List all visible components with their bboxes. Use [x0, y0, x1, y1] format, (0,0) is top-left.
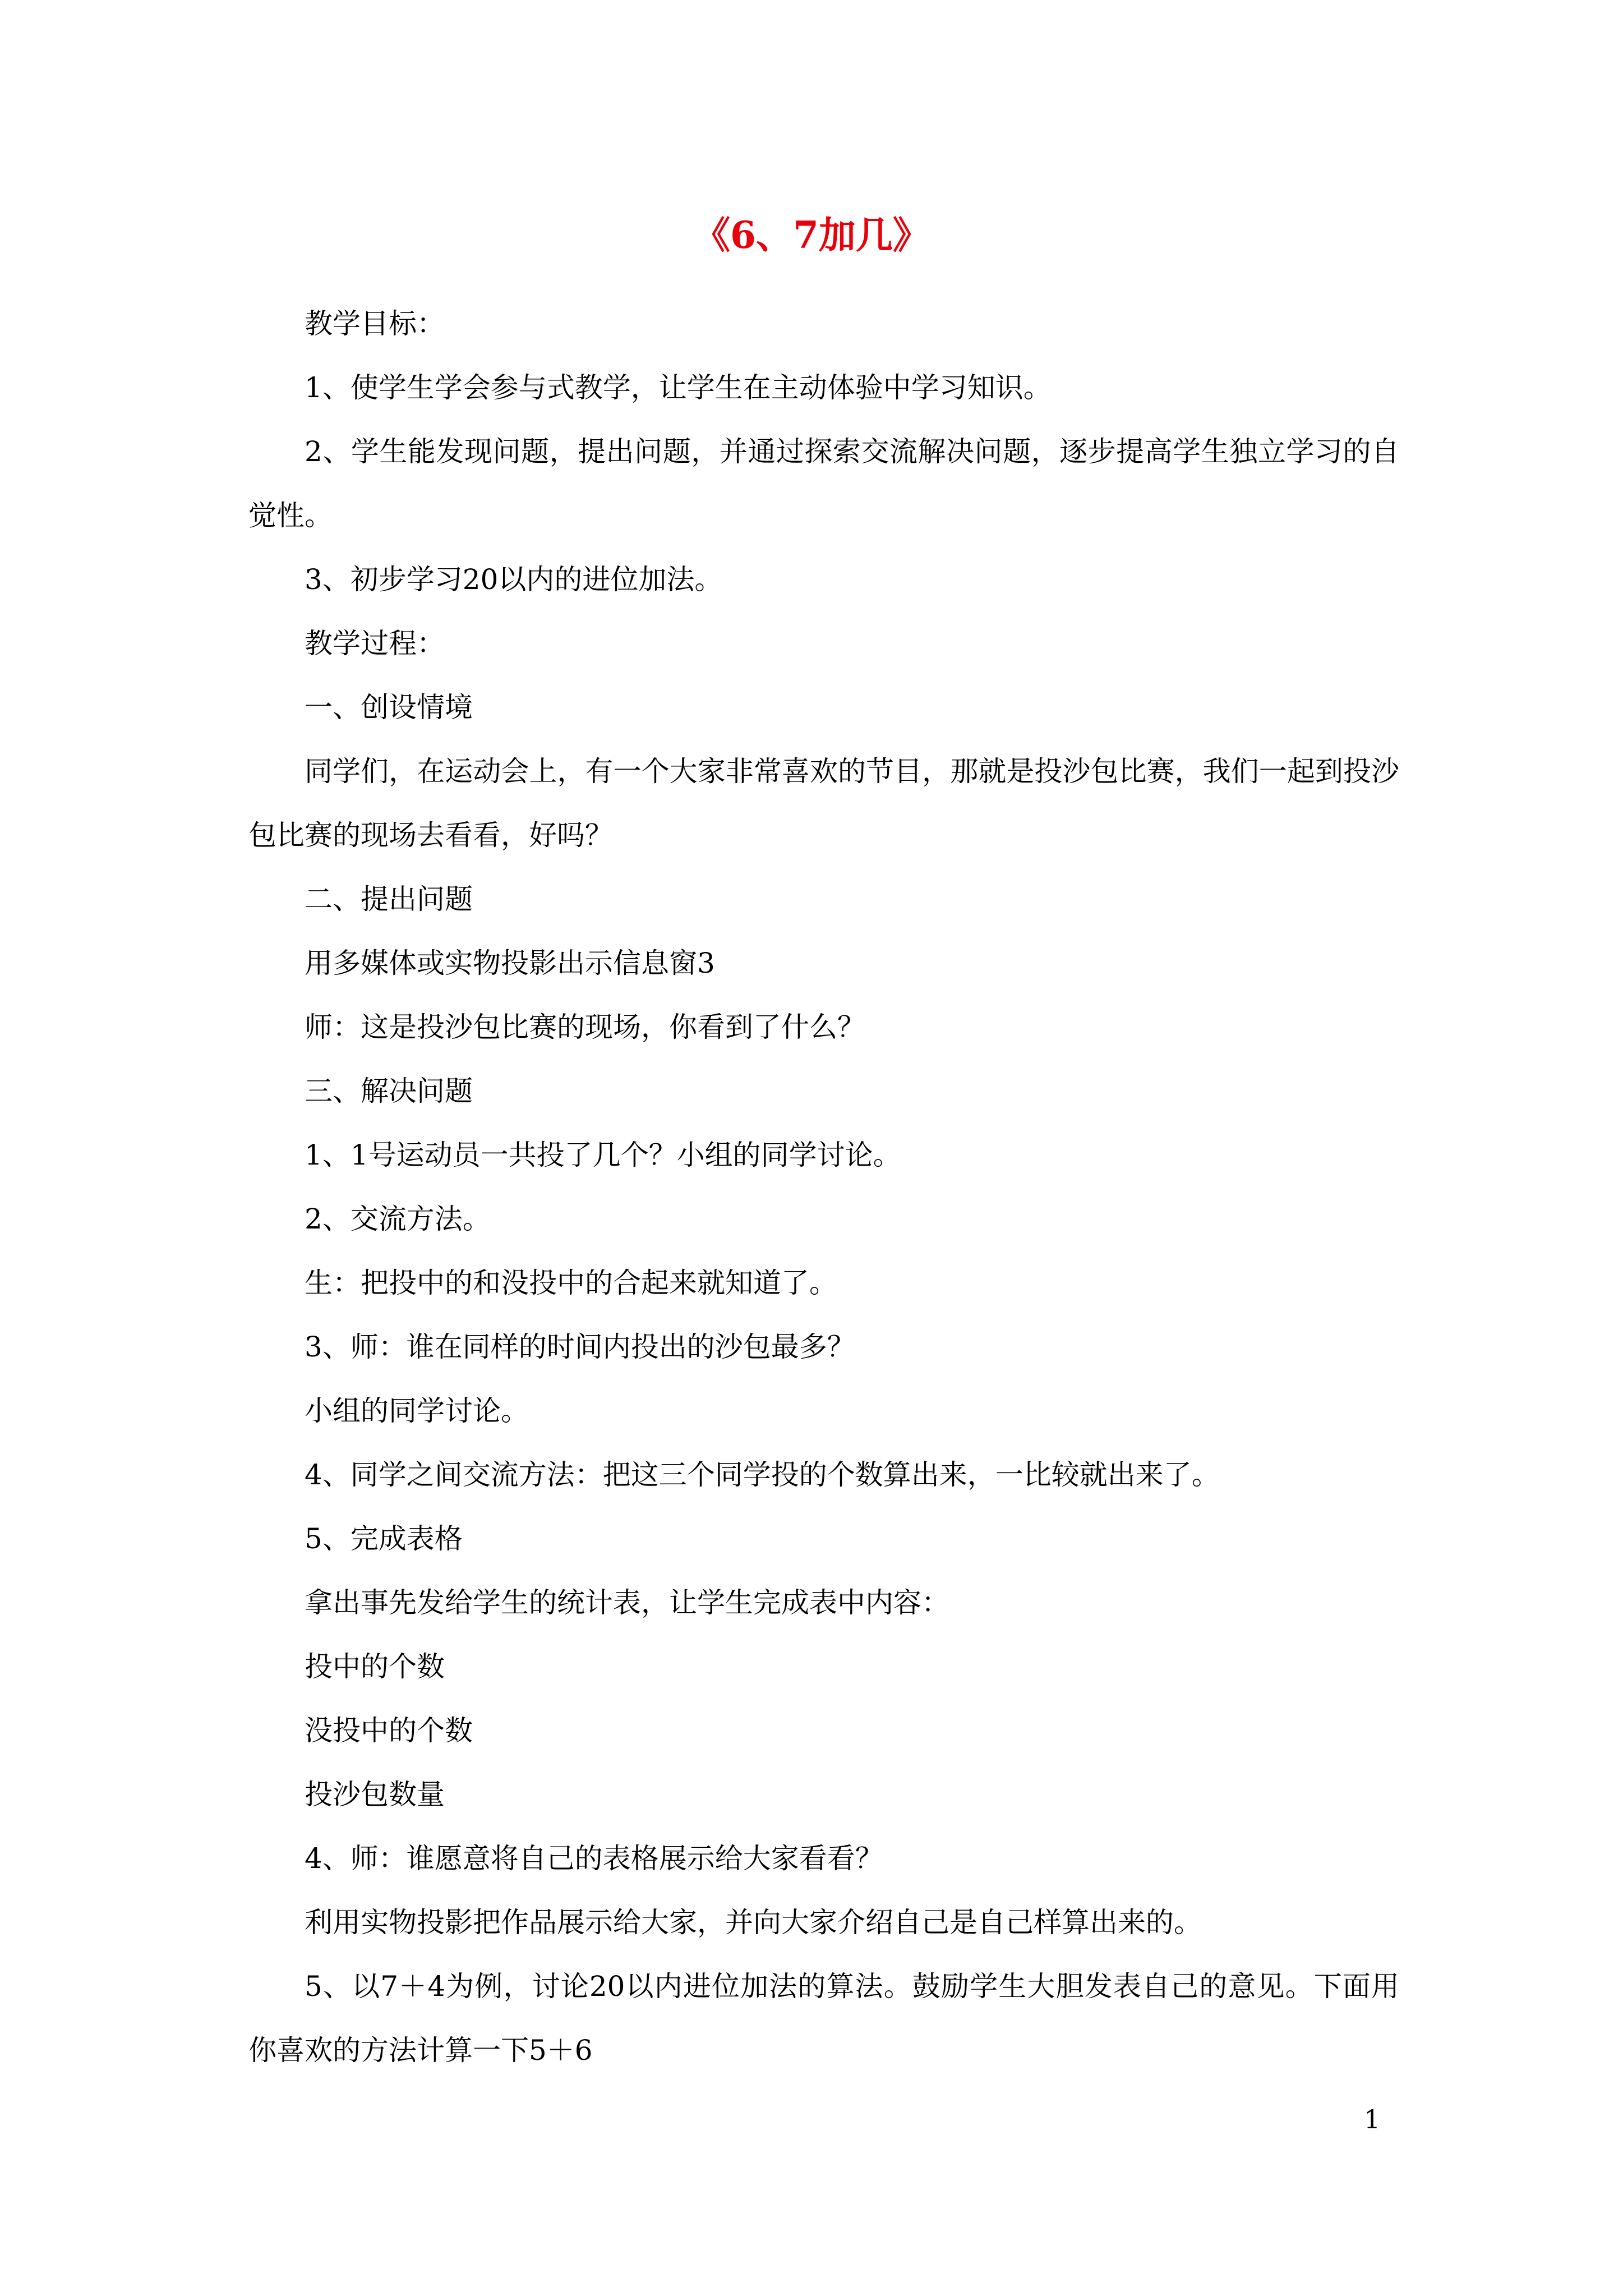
paragraph: 用多媒体或实物投影出示信息窗3 [305, 947, 715, 979]
paragraph: 同学们，在运动会上，有一个大家非常喜欢的节目，那就是投沙包比赛，我们一起到投沙包比赛的现场去看看，好吗？ [248, 755, 1399, 852]
paragraph: 拿出事先发给学生的统计表，让学生完成表中内容： [305, 1586, 949, 1619]
paragraph: 一、创设情境 [305, 691, 473, 724]
paragraph: 4、师：谁愿意将自己的表格展示给大家看看？ [305, 1842, 883, 1875]
paragraph: 5、以7＋4为例，讨论20以内进位加法的算法。鼓励学生大胆发表自己的意见。下面用你喜欢的方法计算一下5＋6 [248, 1970, 1399, 2067]
paragraph: 3、师：谁在同样的时间内投出的沙包最多？ [305, 1331, 855, 1363]
paragraph: 1、1号运动员一共投了几个？小组的同学讨论。 [305, 1139, 901, 1171]
paragraph: 投沙包数量 [305, 1778, 445, 1811]
paragraph: 三、解决问题 [305, 1075, 473, 1107]
paragraph: 没投中的个数 [305, 1714, 473, 1747]
paragraph: 利用实物投影把作品展示给大家，并向大家介绍自己是自己样算出来的。 [305, 1906, 1202, 1939]
paragraph: 3、初步学习20以内的进位加法。 [305, 563, 723, 596]
paragraph: 2、学生能发现问题，提出问题，并通过探索交流解决问题，逐步提高学生独立学习的自觉性。 [248, 435, 1399, 532]
paragraph: 5、完成表格 [305, 1522, 463, 1555]
paragraph: 1、使学生学会参与式教学，让学生在主动体验中学习知识。 [305, 371, 1052, 404]
paragraph: 二、提出问题 [305, 883, 473, 915]
paragraph: 2、交流方法。 [305, 1203, 491, 1235]
paragraph: 生：把投中的和没投中的合起来就知道了。 [305, 1267, 837, 1299]
paragraph: 小组的同学讨论。 [305, 1395, 529, 1427]
paragraph: 4、同学之间交流方法：把这三个同学投的个数算出来，一比较就出来了。 [305, 1458, 1220, 1491]
paragraph: 教学过程： [305, 627, 445, 660]
paragraph: 投中的个数 [305, 1650, 445, 1683]
document-title: 《6、7加几》 [693, 213, 930, 257]
paragraph: 教学目标： [305, 307, 445, 340]
page-number: 1 [1364, 2104, 1381, 2134]
paragraph: 师：这是投沙包比赛的现场，你看到了什么？ [305, 1011, 865, 1043]
